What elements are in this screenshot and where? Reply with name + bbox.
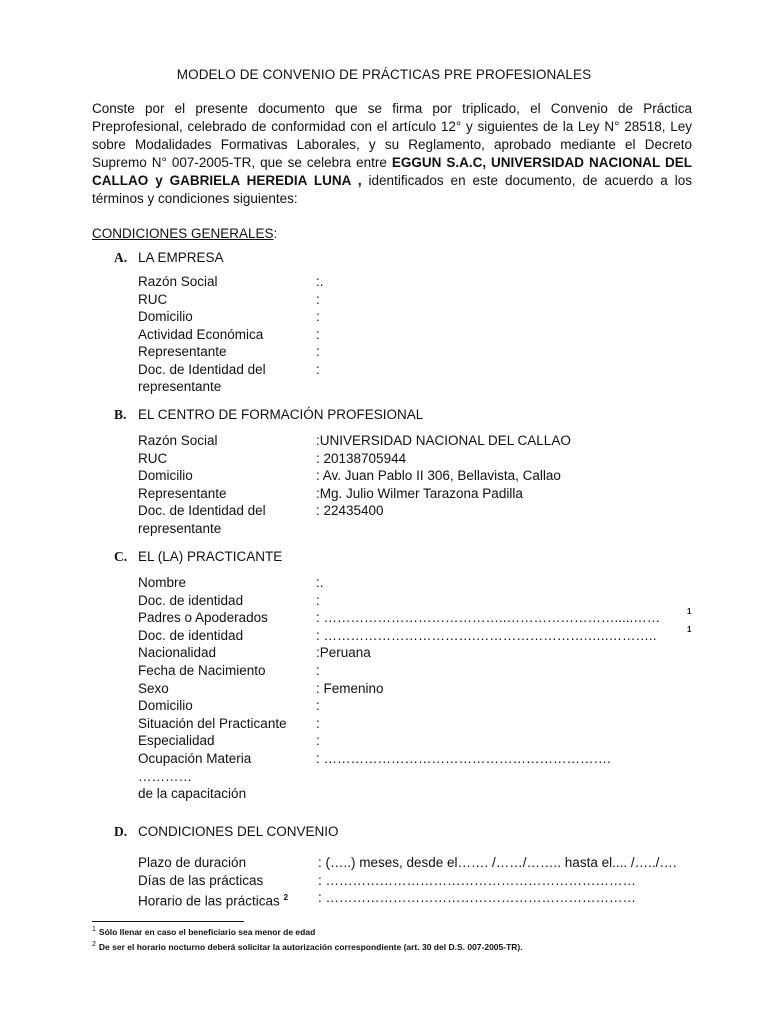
field-value: : …………………………………………………………… [318, 890, 637, 906]
field-label: Domicilio [138, 698, 193, 714]
document-title: MODELO DE CONVENIO DE PRÁCTICAS PRE PROFESIONALES [176, 67, 592, 82]
field-label: Especialidad [138, 733, 215, 749]
field-value: :. [316, 575, 324, 590]
footnote-1 [92, 926, 315, 937]
field-label: de la capacitación [138, 786, 247, 802]
field-label: Días de las prácticas [138, 872, 264, 888]
field-value: : [316, 733, 320, 749]
field-value: :Peruana [316, 645, 371, 661]
conditions-heading-text: CONDICIONES GENERALES [92, 226, 274, 241]
field-label [138, 889, 288, 910]
footnote-2 [92, 941, 523, 952]
field-label: Doc. de Identidad del representante [138, 361, 266, 395]
footnote-text: Sólo llenar en caso el beneficiario sea menor de edad [98, 926, 316, 937]
field-value: : [316, 309, 320, 325]
footnote-ref: 1 [687, 624, 692, 634]
field-value: : [316, 698, 320, 714]
field-value: : 20138705944 [316, 450, 407, 466]
field-value: : [316, 344, 320, 360]
field-value: : Av. Juan Pablo II 306, Bellavista, Callao [316, 468, 561, 484]
section-title: EL (LA) PRACTICANTE [138, 549, 283, 564]
field-label: Doc. de Identidad del representante [138, 503, 266, 536]
footnote-ref: 1 [687, 607, 692, 617]
section-title: EL CENTRO DE FORMACIÓN PROFESIONAL [138, 407, 424, 422]
intro-parties: EGGUN S.A.C, UNIVERSIDAD NACIONAL DEL CALLAO y GABRIELA HEREDIA LUNA , [92, 155, 692, 188]
field-label: Representante [138, 485, 227, 501]
field-value: : 22435400 [316, 503, 384, 519]
field-value: : (…..) meses, desde el……. /……/…….. hasta el.... /…../…. [318, 855, 677, 870]
field-label: RUC [138, 450, 168, 466]
field-value: : [316, 592, 320, 608]
field-label: Padres o Apoderados [138, 610, 268, 626]
section-c-heading [114, 549, 282, 565]
field-label: Actividad Económica [138, 326, 264, 342]
field-value: :Mg. Julio Wilmer Tarazona Padilla [316, 485, 523, 501]
field-label: Nombre [138, 575, 187, 590]
field-value: :. [316, 274, 324, 289]
field-label: Ocupación Materia [138, 750, 252, 766]
footnote-ref: 2 [283, 893, 289, 903]
field-label: Situación del Practicante [138, 715, 287, 731]
field-value: : [316, 326, 320, 342]
field-label: RUC [138, 291, 168, 307]
section-letter: D. [114, 824, 128, 839]
field-label: Domicilio [138, 468, 193, 484]
field-value: :UNIVERSIDAD NACIONAL DEL CALLAO [316, 433, 571, 448]
section-a-heading [114, 250, 224, 266]
section-title: CONDICIONES DEL CONVENIO [138, 824, 339, 839]
field-label-text: Horario de las prácticas [138, 893, 280, 909]
field-value: : [316, 715, 320, 731]
field-value: : [316, 662, 320, 678]
footnote-number: 1 [92, 926, 96, 933]
section-title: LA EMPRESA [138, 250, 224, 265]
footnote-number: 2 [92, 941, 96, 948]
footnote-separator [92, 921, 244, 922]
field-label: Sexo [138, 680, 169, 696]
field-label: Razón Social [138, 433, 218, 448]
intro-text-1: Conste por el presente documento que se firma por triplicado, el Convenio de Práctica Preprofesional, celebrado de conformidad con el artículo 12° y siguientes de la Ley N° 28518, Ley sobre Modalidades Formativas Laborales, y su Reglamento, aprobado mediante el Decreto Supremo N° 007-2005-TR, que se celebra entre [92, 101, 692, 170]
field-value: : …………………………………………………………… [318, 872, 637, 888]
field-value: : [316, 291, 320, 307]
intro-text-2: identificados en este documento, de acuerdo a los términos y condiciones siguientes: [92, 173, 692, 206]
field-label: Plazo de duración [138, 855, 247, 870]
field-label: Razón Social [138, 274, 218, 289]
field-value: : ………………………………………………………. [316, 750, 611, 766]
section-letter: C. [114, 549, 128, 564]
field-label: Nacionalidad [138, 645, 217, 661]
field-label: Doc. de identidad [138, 627, 244, 643]
field-value: : …………………………………..…………………….....…… [316, 610, 661, 626]
field-value: : …………………………….…………………….…..……….. [316, 627, 657, 643]
section-letter: B. [114, 407, 127, 422]
conditions-heading [92, 226, 277, 241]
footnote-text: De ser el horario nocturno deberá solicitar la autorización correspondiente (art. 30 del D.S. 007-2005-TR). [98, 941, 523, 952]
field-label: ………… [138, 768, 192, 784]
field-label: Fecha de Nacimiento [138, 662, 266, 678]
section-letter: A. [114, 250, 128, 265]
field-label: Representante [138, 344, 227, 360]
field-value: : [316, 361, 320, 377]
field-label: Doc. de identidad [138, 592, 244, 608]
field-label: Domicilio [138, 309, 193, 325]
field-value: : Femenino [316, 680, 384, 696]
section-b-heading [114, 407, 423, 423]
section-d-heading [114, 824, 339, 840]
conditions-heading-colon: : [273, 226, 278, 241]
intro-paragraph [92, 100, 692, 208]
